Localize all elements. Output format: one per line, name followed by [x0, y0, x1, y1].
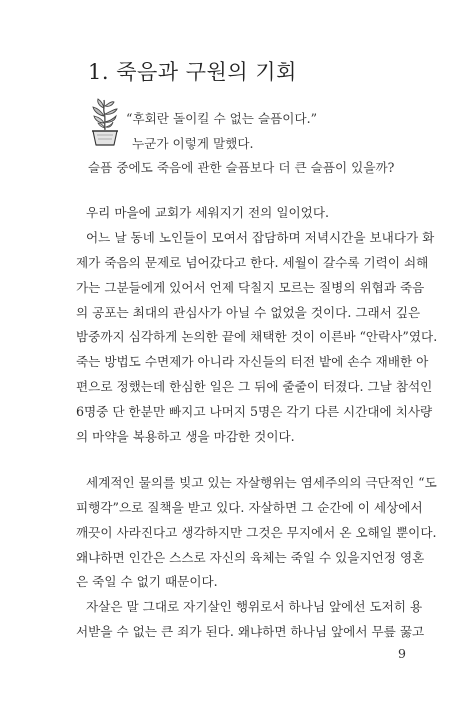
- text-line: 서받을 수 없는 큰 죄가 된다. 왜냐하면 하나님 앞에서 무릎 꿇고: [76, 624, 425, 640]
- text-line: 피행각”으로 질책을 받고 있다. 자살하면 그 순간에 이 세상에서: [76, 499, 423, 515]
- text-line: 우리 마을에 교회가 세워지기 전의 일이었다.: [86, 205, 329, 220]
- paragraph: [76, 595, 425, 645]
- chapter-title: 1. 죽음과 구원의 기회: [88, 60, 297, 84]
- text-line: 편으로 정했는데 한심한 일은 그 뒤에 줄줄이 터졌다. 그날 참석인: [76, 379, 433, 395]
- potted-plant-icon: [88, 96, 122, 148]
- text-line: 의 마약을 복용하고 생을 마감한 것이다.: [76, 429, 295, 445]
- text-line: 세계적인 물의를 빚고 있는 자살행위는 염세주의의 극단적인 “도: [86, 474, 437, 490]
- text-line: 가는 그분들에게 있어서 언제 닥칠지 모르는 질병의 위협과 죽음: [76, 279, 425, 295]
- epigraph-attribution: 누군가 이렇게 말했다.: [132, 136, 254, 151]
- paragraph: [76, 226, 438, 450]
- epigraph-quote: “후회란 돌이킬 수 없는 슬픔이다.”: [126, 111, 318, 126]
- page-number: 9: [398, 646, 406, 661]
- body-text: [76, 201, 438, 645]
- paragraph: [76, 201, 416, 226]
- text-line: 깨끗이 사라진다고 생각하지만 그것은 무지에서 온 오해일 뿐이다.: [76, 524, 437, 540]
- text-line: 6명중 단 한분만 빠지고 나머지 5명은 각기 다른 시간대에 치사량: [76, 404, 433, 420]
- text-line: 죽는 방법도 수면제가 아니라 자신들의 터전 밭에 손수 재배한 아: [76, 354, 429, 370]
- text-line: 자살은 말 그대로 자기살인 행위로서 하나님 앞에선 도저히 용: [86, 599, 423, 615]
- epigraph-question: 슬픔 중에도 죽음에 관한 슬픔보다 더 큰 슬픔이 있을까?: [88, 160, 395, 175]
- text-line: 왜냐하면 인간은 스스로 자신의 육체는 죽일 수 있을지언정 영혼: [76, 549, 425, 565]
- text-line: 은 죽일 수 없기 때문이다.: [76, 574, 218, 590]
- text-line: 제가 죽음의 문제로 넘어갔다고 한다. 세월이 갈수록 기력이 쇠해: [76, 254, 429, 270]
- paragraph: [76, 471, 437, 595]
- text-line: 어느 날 동네 노인들이 모여서 잡담하며 저녁시간을 보내다가 화: [86, 229, 435, 245]
- text-line: 의 공포는 최대의 관심사가 아닐 수 없었을 것이다. 그래서 깊은: [76, 304, 421, 320]
- text-line: 밤중까지 심각하게 논의한 끝에 채택한 것이 이른바 “안락사”였다.: [76, 329, 438, 345]
